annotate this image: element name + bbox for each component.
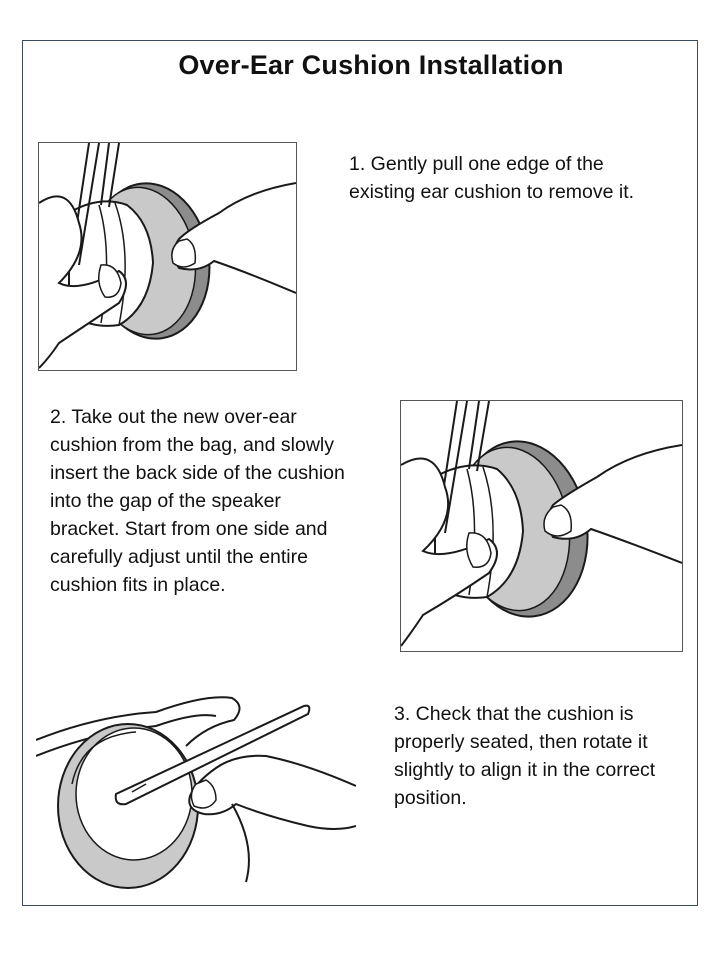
step-2-illustration [400, 400, 683, 652]
step-1-illustration [38, 142, 297, 371]
step-3-text: 3. Check that the cushion is properly seated, then rotate it slightly to align it in the correct position. [394, 703, 656, 809]
step-3-illustration [36, 676, 356, 898]
step-1-text: 1. Gently pull one edge of the existing ear cushion to remove it. [349, 153, 635, 203]
page-title: Over-Ear Cushion Installation [178, 50, 564, 80]
step-2-text: 2. Take out the new over-ear cushion from the bag, and slowly insert the back side of the cushion into the gap of the speaker bracket. Start from one side and carefully adjust until the entire cushion fits in place. [50, 406, 345, 596]
